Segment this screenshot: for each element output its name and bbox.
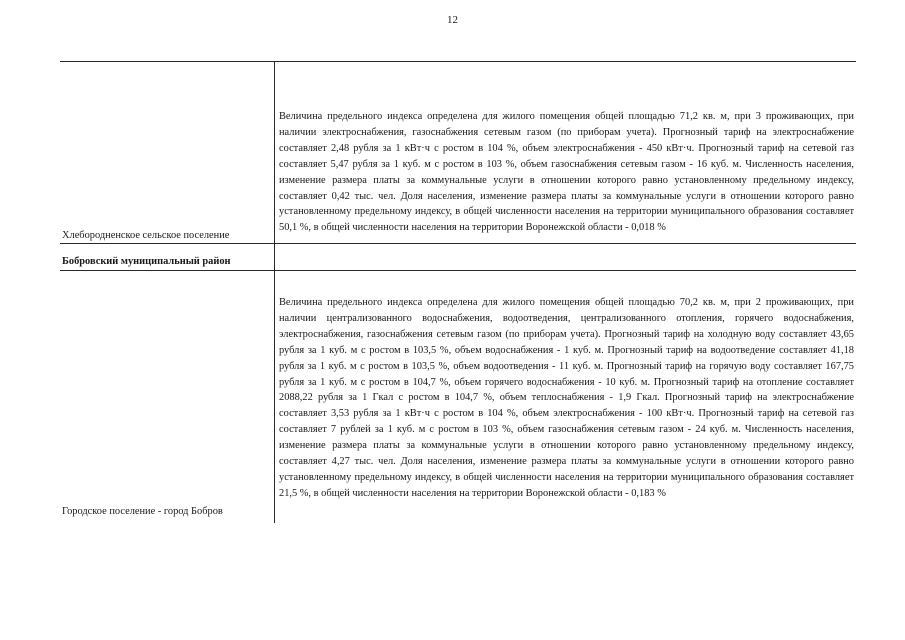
table-top-border bbox=[60, 61, 856, 62]
row-name: Хлебородненское сельское поселение bbox=[62, 230, 230, 241]
row-description: Величина предельного индекса определена для жилого помещения общей площадью 70,2 кв. м, при 2 проживающих, при наличии централизованного водоснабжения, водоотведения, централизованного отопления, горячего водоснабжения, электроснабжения, газоснабжения сетевым газом (по приборам учета). Прогнозный тариф на холодную воду составляет 43,65 рубля за 1 куб. м с ростом в 103,5 %, объем водоснабжения - 1 куб. м. Прогнозный тариф на водоотведение составляет 41,18 рубля за 1 куб. м с ростом в 103,5 %, объем водоотведения - 11 куб. м. Прогнозный тариф на горячую воду составляет 167,75 рубля за 1 куб. м с ростом в 104,7 %, объем горячего водоснабжения - 10 куб. м. Прогнозный тариф на отопление составляет 2088,22 рубля за 1 Гкал с ростом в 104,7 %, объем теплоснабжения - 1,9 Гкал. Прогнозный тариф на электроснабжение составляет 3,53 рубля за 1 кВт·ч с ростом в 104 %, объем электроснабжения - 100 кВт·ч. Прогнозный тариф на сетевой газ составляет 7 рублей за 1 куб. м с ростом в 103 %, объем газоснабжения сетевым газом - 24 куб. м. Численность населения, изменение размера платы за коммунальные услуги в отношении которого равно установленному предельному индексу, составляет 4,27 тыс. чел. Доля населения, изменение размера платы за коммунальные услуги в отношении которого равно установленному предельному индексу, в общей численности населения на территории муниципального образования составляет 21,5 %, в общей численности населения на территории Воронежской области - 0,183 % bbox=[279, 297, 854, 499]
row-description: Величина предельного индекса определена для жилого помещения общей площадью 71,2 кв. м, при 3 проживающих, при наличии электроснабжения, газоснабжения сетевым газом (по приборам учета). Прогнозный тариф на электроснабжение составляет 2,48 рубля за 1 кВт·ч с ростом в 104 %, объем электроснабжения - 450 кВт·ч. Прогнозный тариф на сетевой газ составляет 5,47 рубля за 1 куб. м с ростом в 103 %, объем газоснабжения сетевым газом - 16 куб. м. Численность населения, изменение размера платы за коммунальные услуги в отношении которого равно установленному предельному индексу, составляет 0,42 тыс. чел. Доля населения, изменение размера платы за коммунальные услуги в отношении которого равно установленному предельному индексу, в общей численности населения на территории муниципального образования составляет 50,1 %, в общей численности населения на территории Воронежской области - 0,018 % bbox=[279, 111, 854, 234]
row-divider bbox=[60, 270, 856, 271]
section-heading: Бобровский муниципальный район bbox=[62, 256, 231, 267]
row-name: Городское поселение - город Бобров bbox=[62, 506, 223, 517]
row-divider bbox=[60, 243, 856, 244]
page-number: 12 bbox=[447, 14, 458, 26]
column-divider bbox=[274, 61, 275, 523]
